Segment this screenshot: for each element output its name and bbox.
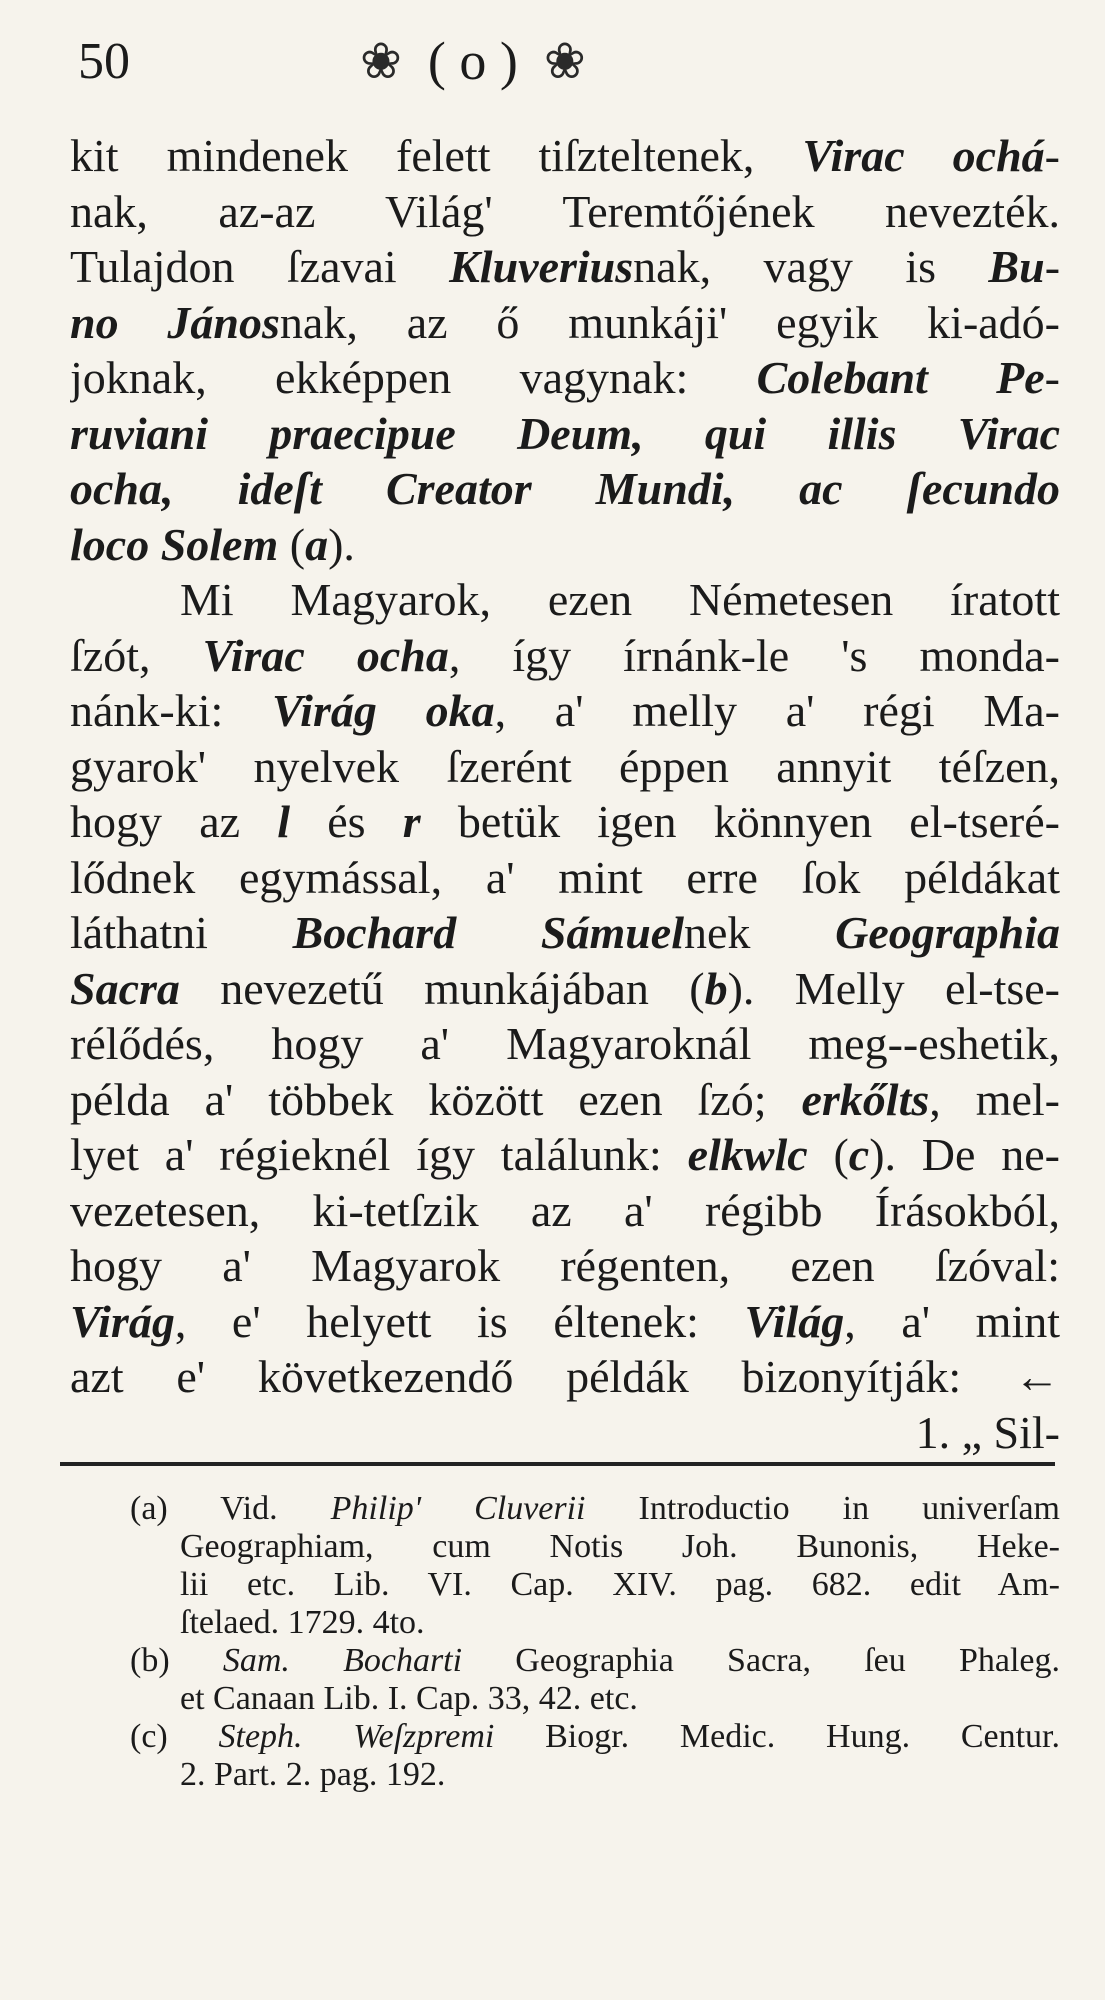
text-line: ſzót, Virac ocha, így írnánk-le 's monda- <box>70 629 1060 681</box>
text-line: Tulajdon ſzavai Kluveriusnak, vagy is Bu- <box>70 241 1060 292</box>
text-line: lődnek egymással, a' mint erre ſok példákat <box>70 851 1060 903</box>
text-line: hogy az l és r betük igen könnyen el-tseré- <box>70 796 1060 847</box>
paragraph-start-line: Mi Magyarok, ezen Németesen íratott <box>180 574 1060 625</box>
text-line: láthatni Bochard Sámuelnek Geographia <box>70 907 1060 958</box>
page-header <box>0 28 1105 108</box>
text-line: ruviani praecipue Deum, qui illis Virac <box>70 407 1060 459</box>
catchword: 1. „ Sil- <box>915 1406 1060 1458</box>
footnote-line: Geographiam, cum Notis Joh. Bunonis, Heke- <box>180 1528 1060 1565</box>
footnotes <box>130 1490 1060 1794</box>
text-line: loco Solem (a). <box>70 518 355 570</box>
text-line: példa a' többek között ezen ſzó; erkőlts, mel- <box>70 1073 1060 1125</box>
text-line: Sacra nevezetű munkájában (b). Melly el-tse- <box>70 962 1060 1014</box>
footnote-line: (a) Vid. Philip' Cluverii Introductio in univerſam <box>130 1490 1060 1527</box>
text-line: lyet a' régieknél így találunk: elkwlc (c). De ne- <box>70 1129 1060 1180</box>
footnote-divider <box>60 1462 1055 1466</box>
text-line: kit mindenek felett tiſzteltenek, Virac ochá- <box>70 130 1060 181</box>
flower-ornament-icon: ❀ <box>360 33 402 89</box>
header-center-mark: ( o ) <box>427 31 518 91</box>
footnote-line: (b) Sam. Bocharti Geographia Sacra, ſeu Phaleg. <box>130 1642 1060 1679</box>
text-line: Virág, e' helyett is éltenek: Világ, a' mint <box>70 1295 1060 1347</box>
footnote-line: lii etc. Lib. VI. Cap. XIV. pag. 682. edit Am- <box>180 1566 1060 1603</box>
footnote-line: et Canaan Lib. I. Cap. 33, 42. etc. <box>180 1680 638 1717</box>
text-line: nak, az-az Világ' Teremtőjének nevezték. <box>70 185 1060 237</box>
text-line: rélődés, hogy a' Magyaroknál meg--eshetik, <box>70 1018 1060 1069</box>
text-line: azt e' következendő példák bizonyítják: ← <box>70 1351 1060 1402</box>
main-text <box>70 128 1060 1460</box>
footnote-line: (c) Steph. Weſzpremi Biogr. Medic. Hung. Centur. <box>130 1718 1060 1755</box>
text-line: hogy a' Magyarok régenten, ezen ſzóval: <box>70 1240 1060 1291</box>
text-line: gyarok' nyelvek ſzerént éppen annyit téſzen, <box>70 740 1060 792</box>
footnote-c <box>130 1718 1060 1794</box>
flower-ornament-icon: ❀ <box>543 33 586 89</box>
footnote-a <box>130 1490 1060 1642</box>
text-line: nánk-ki: Virág oka, a' melly a' régi Ma- <box>70 685 1060 736</box>
page-number: 50 <box>78 33 130 90</box>
text-line: vezetesen, ki-tetſzik az a' régibb Írásokból, <box>70 1184 1060 1236</box>
header-ornament-group <box>360 30 586 92</box>
text-line: no Jánosnak, az ő munkáji' egyik ki-adó- <box>70 296 1060 348</box>
text-line: ocha, ideſt Creator Mundi, ac ſecundo <box>70 463 1060 514</box>
footnote-line: 2. Part. 2. pag. 192. <box>180 1756 446 1793</box>
footnote-b <box>130 1642 1060 1718</box>
text-line: joknak, ekképpen vagynak: Colebant Pe- <box>70 352 1060 403</box>
footnote-line: ſtelaed. 1729. 4to. <box>180 1604 425 1641</box>
